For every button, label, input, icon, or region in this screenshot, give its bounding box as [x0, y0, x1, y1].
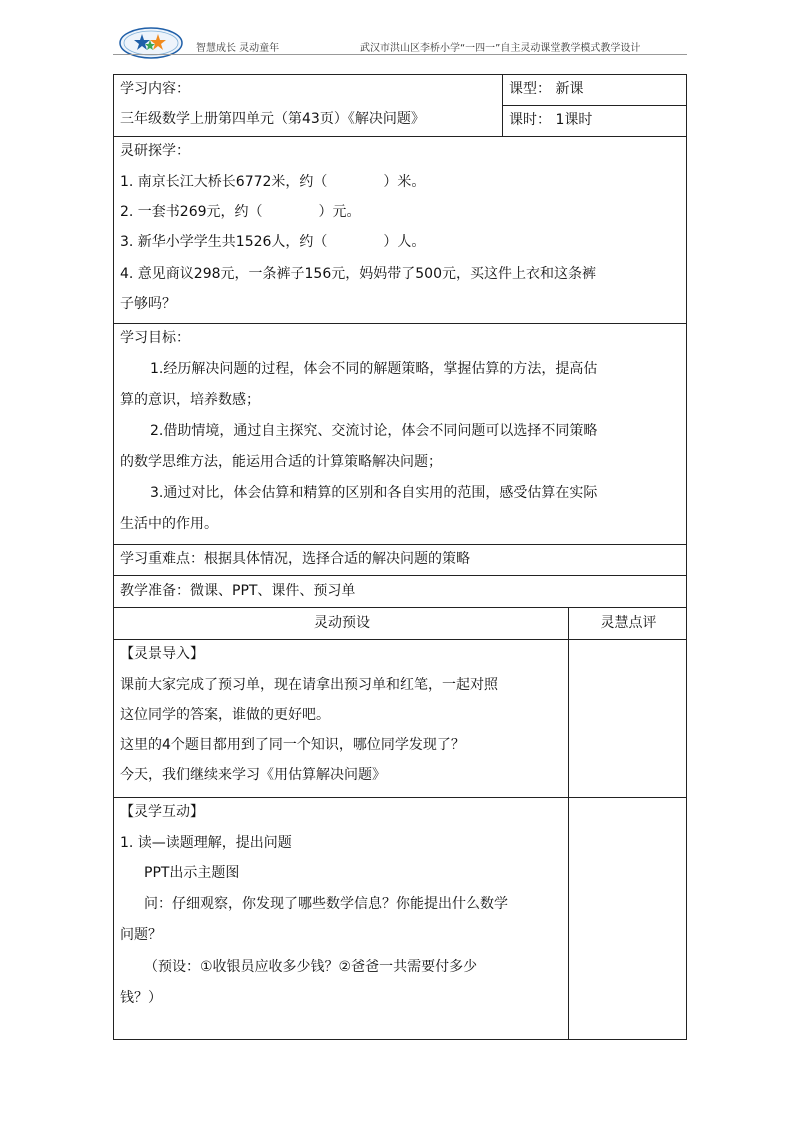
goal-2-line1: 2.借助情境，通过自主探究、交流讨论，体会不同问题可以选择不同策略: [150, 423, 598, 439]
interaction-ppt-note: PPT出示主题图: [144, 865, 240, 881]
goals-section: [113, 323, 687, 545]
goal-2-line2: 的数学思维方法，能运用合适的计算策略解决问题；: [120, 454, 442, 470]
preview-title: 灵研探学：: [120, 143, 190, 159]
preview-question-3: 3. 新华小学学生共1526人，约（ ）人。: [120, 234, 426, 250]
key-points: 学习重难点：根据具体情况，选择合适的解决问题的策略: [120, 551, 470, 567]
header-school-title: 武汉市洪山区李桥小学“一四一”自主灵动课堂教学模式教学设计: [360, 43, 641, 54]
intro-paragraph-1-line1: 课前大家完成了预习单，现在请拿出预习单和红笔，一起对照: [120, 677, 498, 693]
intro-paragraph-3: 今天，我们继续来学习《用估算解决问题》: [120, 767, 386, 783]
intro-title: 【灵景导入】: [120, 646, 204, 662]
intro-comment-cell: [568, 639, 687, 798]
goal-3-line2: 生活中的作用。: [120, 516, 218, 532]
preparation: 教学准备：微课、PPT、课件、预习单: [120, 583, 356, 599]
preview-question-1: 1. 南京长江大桥长6772米，约（ ）米。: [120, 174, 426, 190]
interaction-question-line2: 问题？: [120, 927, 162, 943]
column-header-right: [568, 607, 687, 640]
goal-1-line2: 算的意识，培养数感；: [120, 392, 260, 408]
preview-question-4-line2: 子够吗？: [120, 296, 176, 312]
interaction-preset-line1: （预设：①收银员应收多少钱？②爸爸一共需要付多少: [144, 959, 478, 975]
goal-3-line1: 3.通过对比，体会估算和精算的区别和各自实用的范围，感受估算在实际: [150, 485, 598, 501]
interaction-section: [113, 797, 569, 1040]
column-left-label: 灵动预设: [314, 615, 370, 631]
preview-section: [113, 136, 687, 324]
type-cell: [502, 74, 687, 106]
header-divider: [113, 54, 687, 55]
type-label: 课型：: [509, 81, 551, 97]
column-header-left: [113, 607, 569, 640]
intro-section: [113, 639, 569, 798]
interaction-question-line1: 问：仔细观察，你发现了哪些数学信息？你能提出什么数学: [144, 896, 508, 912]
page-header: [0, 0, 794, 70]
content-cell: [113, 74, 503, 137]
interaction-step-1: 1. 读—读题理解，提出问题: [120, 835, 292, 851]
preview-question-4-line1: 4. 意见商议298元，一条裤子156元，妈妈带了500元，买这件上衣和这条裤: [120, 266, 596, 282]
interaction-preset-line2: 钱？）: [120, 990, 162, 1006]
hours-label: 课时：: [509, 112, 551, 128]
goal-1-line1: 1.经历解决问题的过程，体会不同的解题策略，掌握估算的方法，提高估: [150, 361, 598, 377]
interaction-comment-cell: [568, 797, 687, 1040]
preview-question-2: 2. 一套书269元，约（ ）元。: [120, 204, 361, 220]
interaction-title: 【灵学互动】: [120, 804, 204, 820]
hours-value: 1课时: [555, 112, 593, 128]
key-points-cell: [113, 544, 687, 576]
header-slogan: 智慧成长 灵动童年: [196, 43, 280, 54]
content-value: 三年级数学上册第四单元（第43页）《解决问题》: [120, 111, 425, 127]
content-label: 学习内容：: [120, 81, 190, 97]
goals-title: 学习目标：: [120, 330, 190, 346]
column-right-label: 灵慧点评: [600, 615, 657, 631]
preparation-cell: [113, 575, 687, 608]
intro-paragraph-1-line2: 这位同学的答案，谁做的更好吧。: [120, 707, 330, 723]
intro-paragraph-2: 这里的4个题目都用到了同一个知识，哪位同学发现了？: [120, 737, 465, 753]
hours-cell: [502, 105, 687, 137]
type-value: 新课: [555, 81, 584, 97]
